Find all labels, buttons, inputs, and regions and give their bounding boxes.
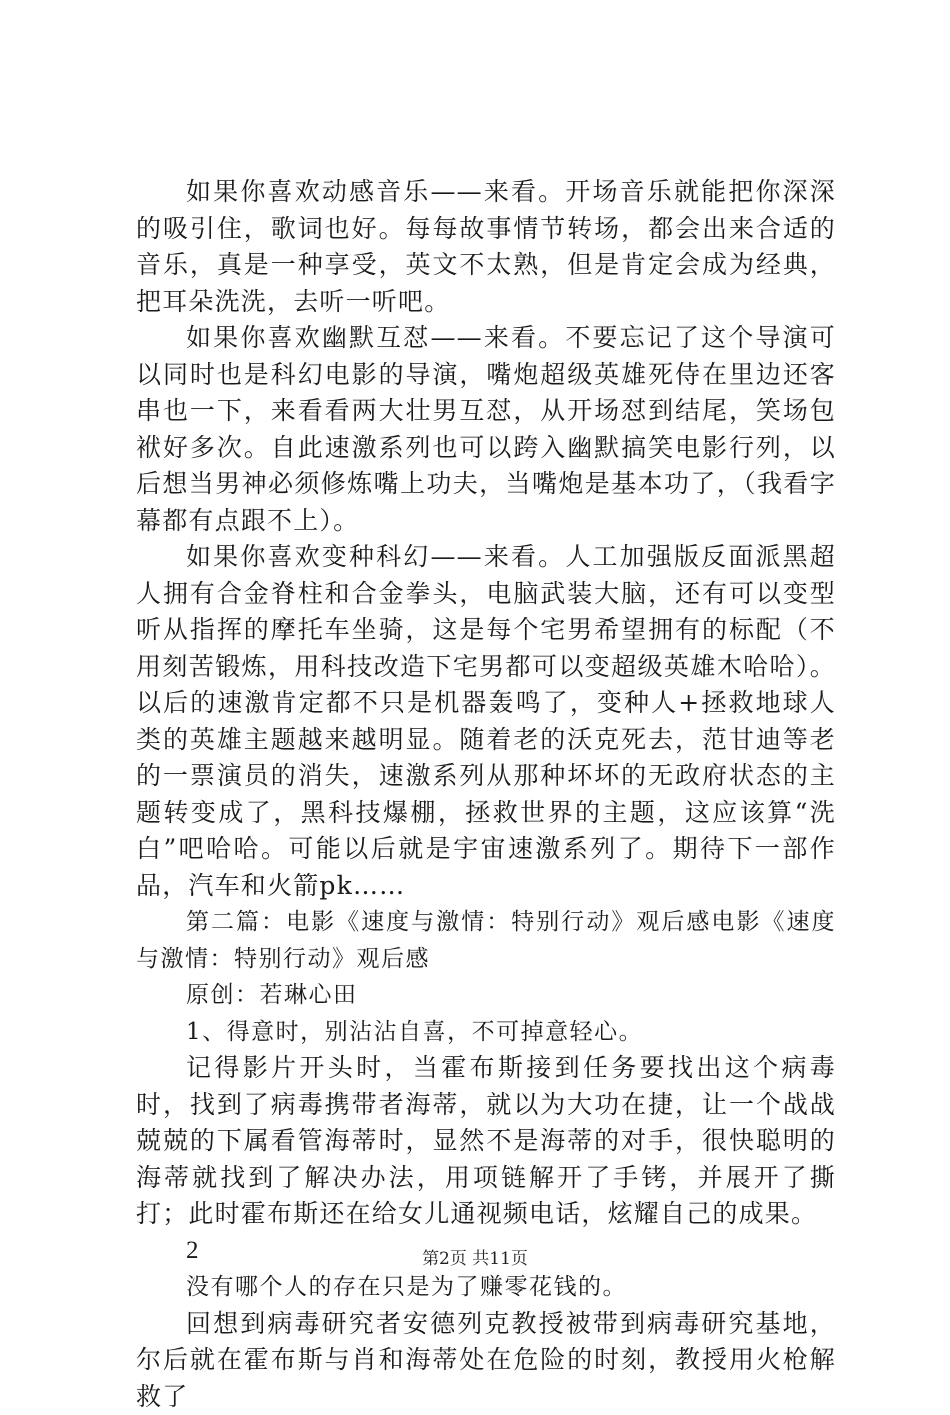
section-heading: 第二篇：电影《速度与激情：特别行动》观后感电影《速度与激情：特别行动》观后感 bbox=[136, 904, 836, 977]
point-two-heading: 没有哪个人的存在只是为了赚零花钱的。 bbox=[136, 1269, 836, 1306]
paragraph-music: 如果你喜欢动感音乐——来看。开场音乐就能把你深深的吸引住，歌词也好。每每故事情节转场，都会出来合适的音乐，真是一种享受，英文不太熟，但是肯定会成为经典，把耳朵洗洗，去听一听吧。 bbox=[136, 174, 836, 320]
point-two-number: 2 bbox=[136, 1233, 836, 1270]
body-text bbox=[136, 174, 836, 1415]
paragraph-point-one: 记得影片开头时，当霍布斯接到任务要找出这个病毒时，找到了病毒携带者海蒂，就以为大功在捷，让一个战战兢兢的下属看管海蒂时，显然不是海蒂的对手，很快聪明的海蒂就找到了解决办法，用项链解开了手铐，并展开了撕打；此时霍布斯还在给女儿通视频电话，炫耀自己的成果。 bbox=[136, 1050, 836, 1233]
author-line: 原创：若琳心田 bbox=[136, 977, 836, 1014]
point-one-heading: 1、得意时，别沾沾自喜，不可掉意轻心。 bbox=[136, 1014, 836, 1051]
paragraph-scifi: 如果你喜欢变种科幻——来看。人工加强版反面派黑超人拥有合金脊柱和合金拳头，电脑武装大脑，还有可以变型听从指挥的摩托车坐骑，这是每个宅男希望拥有的标配（不用刻苦锻炼，用科技改造下宅男都可以变超级英雄木哈哈）。以后的速激肯定都不只是机器轰鸣了，变种人+拯救地球人类的英雄主题越来越明显。随着老的沃克死去，范甘迪等老的一票演员的消失，速激系列从那种坏坏的无政府状态的主题转变成了，黑科技爆棚，拯救世界的主题，这应该算“洗白”吧哈哈。可能以后就是宇宙速激系列了。期待下一部作品，汽车和火箭pk…… bbox=[136, 539, 836, 904]
page-footer: 第2页 共11页 bbox=[0, 1244, 950, 1269]
paragraph-humor: 如果你喜欢幽默互怼——来看。不要忘记了这个导演可以同时也是科幻电影的导演，嘴炮超级英雄死侍在里边还客串也一下，来看看两大壮男互怼，从开场怼到结尾，笑场包袱好多次。自此速激系列也可以跨入幽默搞笑电影行列，以后想当男神必须修炼嘴上功夫，当嘴炮是基本功了，（我看字幕都有点跟不上）。 bbox=[136, 320, 836, 539]
paragraph-point-two: 回想到病毒研究者安德列克教授被带到病毒研究基地，尔后就在霍布斯与肖和海蒂处在危险的时刻，教授用火枪解救了 bbox=[136, 1306, 836, 1415]
